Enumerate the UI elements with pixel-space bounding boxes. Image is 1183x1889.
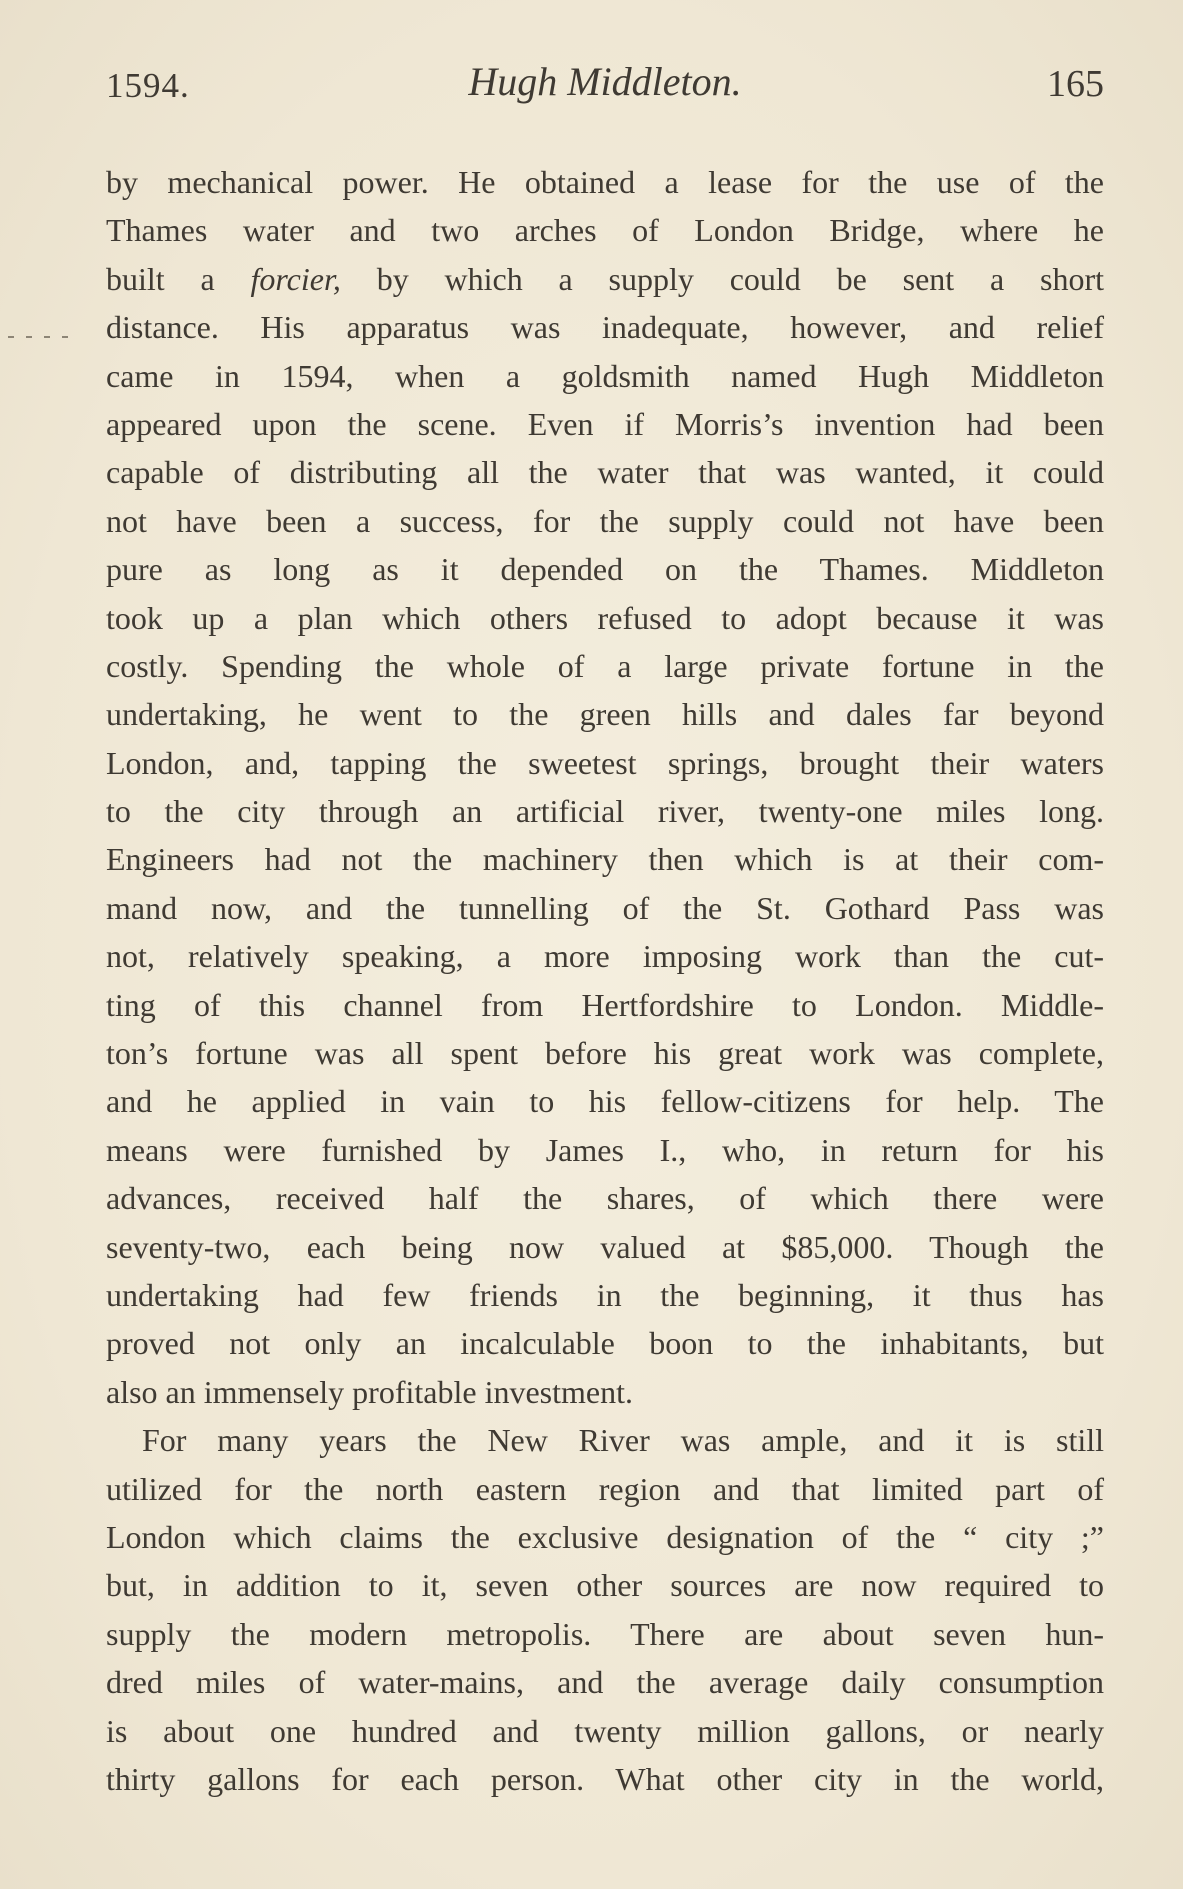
text-line: capable of distributing all the water that was wanted, it could [106, 454, 1104, 491]
running-head-title: Hugh Middleton. [468, 59, 742, 104]
text-line: costly. Spending the whole of a large private fortune in the [106, 647, 1104, 684]
text-line: not have been a success, for the supply could not have been [106, 502, 1104, 539]
page-number: 165 [1047, 63, 1104, 105]
text-line: proved not only an incalculable boon to the inhabitants, but [106, 1325, 1104, 1362]
text-line: and he applied in vain to his fellow-citizens for help. The [106, 1083, 1104, 1120]
text-line: London which claims the exclusive designation of the “ city ;” [106, 1518, 1104, 1555]
margin-dash-mark [0, 334, 100, 340]
text-line: ting of this channel from Hertfordshire to London. Middle- [106, 986, 1104, 1023]
text-line: advances, received half the shares, of which there were [106, 1180, 1104, 1217]
text-line: London, and, tapping the sweetest springs, brought their waters [106, 744, 1104, 781]
text-line: Engineers had not the machinery then which is at their com- [106, 841, 1104, 878]
text-line: by mechanical power. He obtained a lease for the use of the [106, 164, 1104, 200]
text-line: seventy-two, each being now valued at $85,000. Though the [106, 1228, 1104, 1265]
text-line: took up a plan which others refused to adopt because it was [106, 599, 1104, 636]
text-line: appeared upon the scene. Even if Morris’s invention had been [106, 405, 1104, 442]
text-fragment: built a [106, 260, 251, 297]
text-line: Thames water and two arches of London Bridge, where he [106, 212, 1104, 249]
text-line: undertaking had few friends in the beginning, it thus has [106, 1276, 1104, 1313]
body-text [106, 158, 1104, 1803]
text-line: not, relatively speaking, a more imposing work than the cut- [106, 938, 1104, 975]
italic-word: forcier, [250, 260, 341, 297]
text-line: supply the modern metropolis. There are about seven hun- [106, 1615, 1104, 1652]
text-line: undertaking, he went to the green hills and dales far beyond [106, 696, 1104, 733]
running-head-year: 1594. [106, 66, 190, 105]
text-line: pure as long as it depended on the Thames. Middleton [106, 551, 1104, 588]
text-line: came in 1594, when a goldsmith named Hugh Middleton [106, 357, 1104, 394]
text-fragment: by which a supply could be sent a short [340, 260, 1105, 297]
text-line: but, in addition to it, seven other sources are now required to [106, 1567, 1104, 1604]
text-line: means were furnished by James I., who, in return for his [106, 1131, 1104, 1168]
text-line: distance. His apparatus was inadequate, however, and relief [106, 309, 1104, 346]
text-line: thirty gallons for each person. What other city in the world, [106, 1760, 1104, 1797]
text-line: is about one hundred and twenty million gallons, or nearly [106, 1712, 1104, 1749]
text-line: mand now, and the tunnelling of the St. Gothard Pass was [106, 889, 1104, 926]
running-head [106, 58, 1104, 108]
text-line: also an immensely profitable investment. [106, 1373, 633, 1410]
text-line: utilized for the north eastern region and that limited part of [106, 1470, 1104, 1507]
text-line: to the city through an artificial river, twenty-one miles long. [106, 793, 1104, 830]
text-line-paragraph-start: For many years the New River was ample, and it is still [142, 1422, 1104, 1459]
text-line: ton’s fortune was all spent before his great work was complete, [106, 1035, 1104, 1072]
text-line: dred miles of water-mains, and the average daily consumption [106, 1664, 1104, 1701]
text-line [106, 255, 1104, 303]
